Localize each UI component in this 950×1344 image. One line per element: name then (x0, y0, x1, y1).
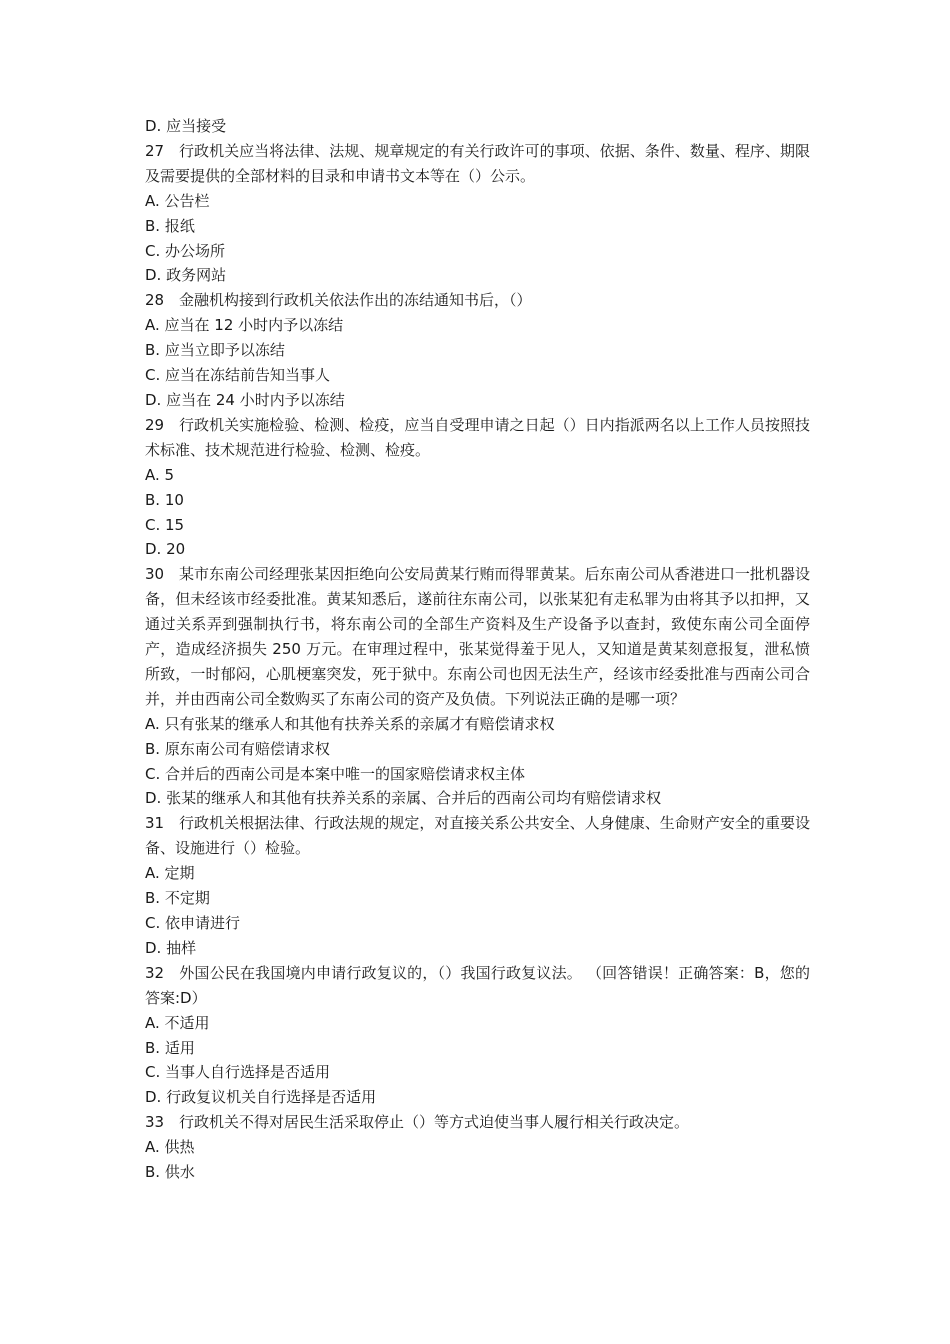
option-item: B. 原东南公司有赔偿请求权 (145, 739, 330, 758)
question-number: 29 (145, 415, 165, 434)
option-item: C. 15 (145, 515, 185, 534)
option-item: D. 政务网站 (145, 266, 227, 285)
option-item: A. 应当在 12 小时内予以冻结 (145, 316, 344, 335)
option-item: D. 20 (145, 540, 186, 559)
question-number: 30 (145, 565, 165, 584)
question-text: 金融机构接到行政机关依法作出的冻结通知书后，（） (179, 291, 532, 310)
question-number: 33 (145, 1113, 165, 1132)
option-item: B. 10 (145, 490, 184, 509)
question-stem (145, 961, 810, 1011)
option-item: A. 供热 (145, 1138, 195, 1157)
question-block (145, 413, 810, 562)
option-item: D. 应当接受 (145, 117, 227, 135)
question-stem (145, 1110, 810, 1135)
option-item: D. 抽样 (145, 938, 197, 957)
option-item: A. 只有张某的继承人和其他有扶养关系的亲属才有赔偿请求权 (145, 714, 555, 733)
question-stem (145, 413, 810, 463)
question-stem (145, 139, 810, 189)
option-item: B. 适用 (145, 1038, 195, 1057)
option-item: B. 供水 (145, 1163, 195, 1182)
question-list (145, 139, 810, 1185)
document-page (145, 114, 810, 1185)
question-text: 外国公民在我国境内申请行政复议的，（）我国行政复议法。 （回答错误！正确答案：B，您的答案:D） (145, 963, 810, 1007)
question-number: 28 (145, 291, 165, 310)
option-item: C. 依申请进行 (145, 914, 241, 932)
question-text: 行政机关不得对居民生活采取停止（）等方式迫使当事人履行相关行政决定。 (179, 1113, 690, 1132)
question-stem (145, 811, 810, 861)
option-item: B. 不定期 (145, 889, 210, 908)
question-block (145, 961, 810, 1110)
question-block (145, 562, 810, 811)
option-item: A. 5 (145, 465, 175, 484)
question-stem (145, 562, 810, 711)
question-number: 27 (145, 141, 165, 160)
question-text: 行政机关实施检验、检测、检疫，应当自受理申请之日起（）日内指派两名以上工作人员按照技术标准、技术规范进行检验、检测、检疫。 (145, 415, 810, 459)
question-number: 31 (145, 814, 165, 833)
question-stem (145, 288, 810, 313)
option-item: C. 应当在冻结前告知当事人 (145, 366, 331, 385)
question-block (145, 811, 810, 960)
question-block (145, 1110, 810, 1185)
option-item: D. 张某的继承人和其他有扶养关系的亲属、合并后的西南公司均有赔偿请求权 (145, 789, 662, 808)
option-item: A. 定期 (145, 864, 195, 883)
option-item: D. 应当在 24 小时内予以冻结 (145, 390, 345, 409)
option-item: D. 行政复议机关自行选择是否适用 (145, 1088, 377, 1107)
option-item: B. 应当立即予以冻结 (145, 341, 285, 360)
option-item: B. 报纸 (145, 216, 195, 235)
question-block (145, 139, 810, 288)
option-item: C. 当事人自行选择是否适用 (145, 1063, 331, 1082)
question-number: 32 (145, 963, 165, 982)
question-block (145, 288, 810, 413)
option-item: A. 不适用 (145, 1013, 210, 1032)
question-text: 某市东南公司经理张某因拒绝向公安局黄某行贿而得罪黄某。后东南公司从香港进口一批机器设备，但未经该市经委批准。黄某知悉后，遂前往东南公司，以张某犯有走私罪为由将其予以扣押，又通过关系弄到强制执行书，将东南公司的全部生产资料及生产设备予以查封，致使东南公司全面停产，造成经济损失 250 万元。在审理过程中，张某觉得羞于见人，又知道是黄某刻意报复，泄私愤所致，一时郁闷，心肌梗塞突发，死于狱中。东南公司也因无法生产，经该市经委批准与西南公司合并，并由西南公司全数购买了东南公司的资产及负债。下列说法正确的是哪一项？ (145, 565, 810, 708)
question-text: 行政机关应当将法律、法规、规章规定的有关行政许可的事项、依据、条件、数量、程序、期限及需要提供的全部材料的目录和申请书文本等在（）公示。 (145, 141, 810, 185)
option-item: A. 公告栏 (145, 191, 210, 210)
option-item: C. 办公场所 (145, 241, 226, 260)
question-text: 行政机关根据法律、行政法规的规定，对直接关系公共安全、人身健康、生命财产安全的重要设备、设施进行（）检验。 (145, 814, 810, 858)
option-item: C. 合并后的西南公司是本案中唯一的国家赔偿请求权主体 (145, 764, 526, 783)
